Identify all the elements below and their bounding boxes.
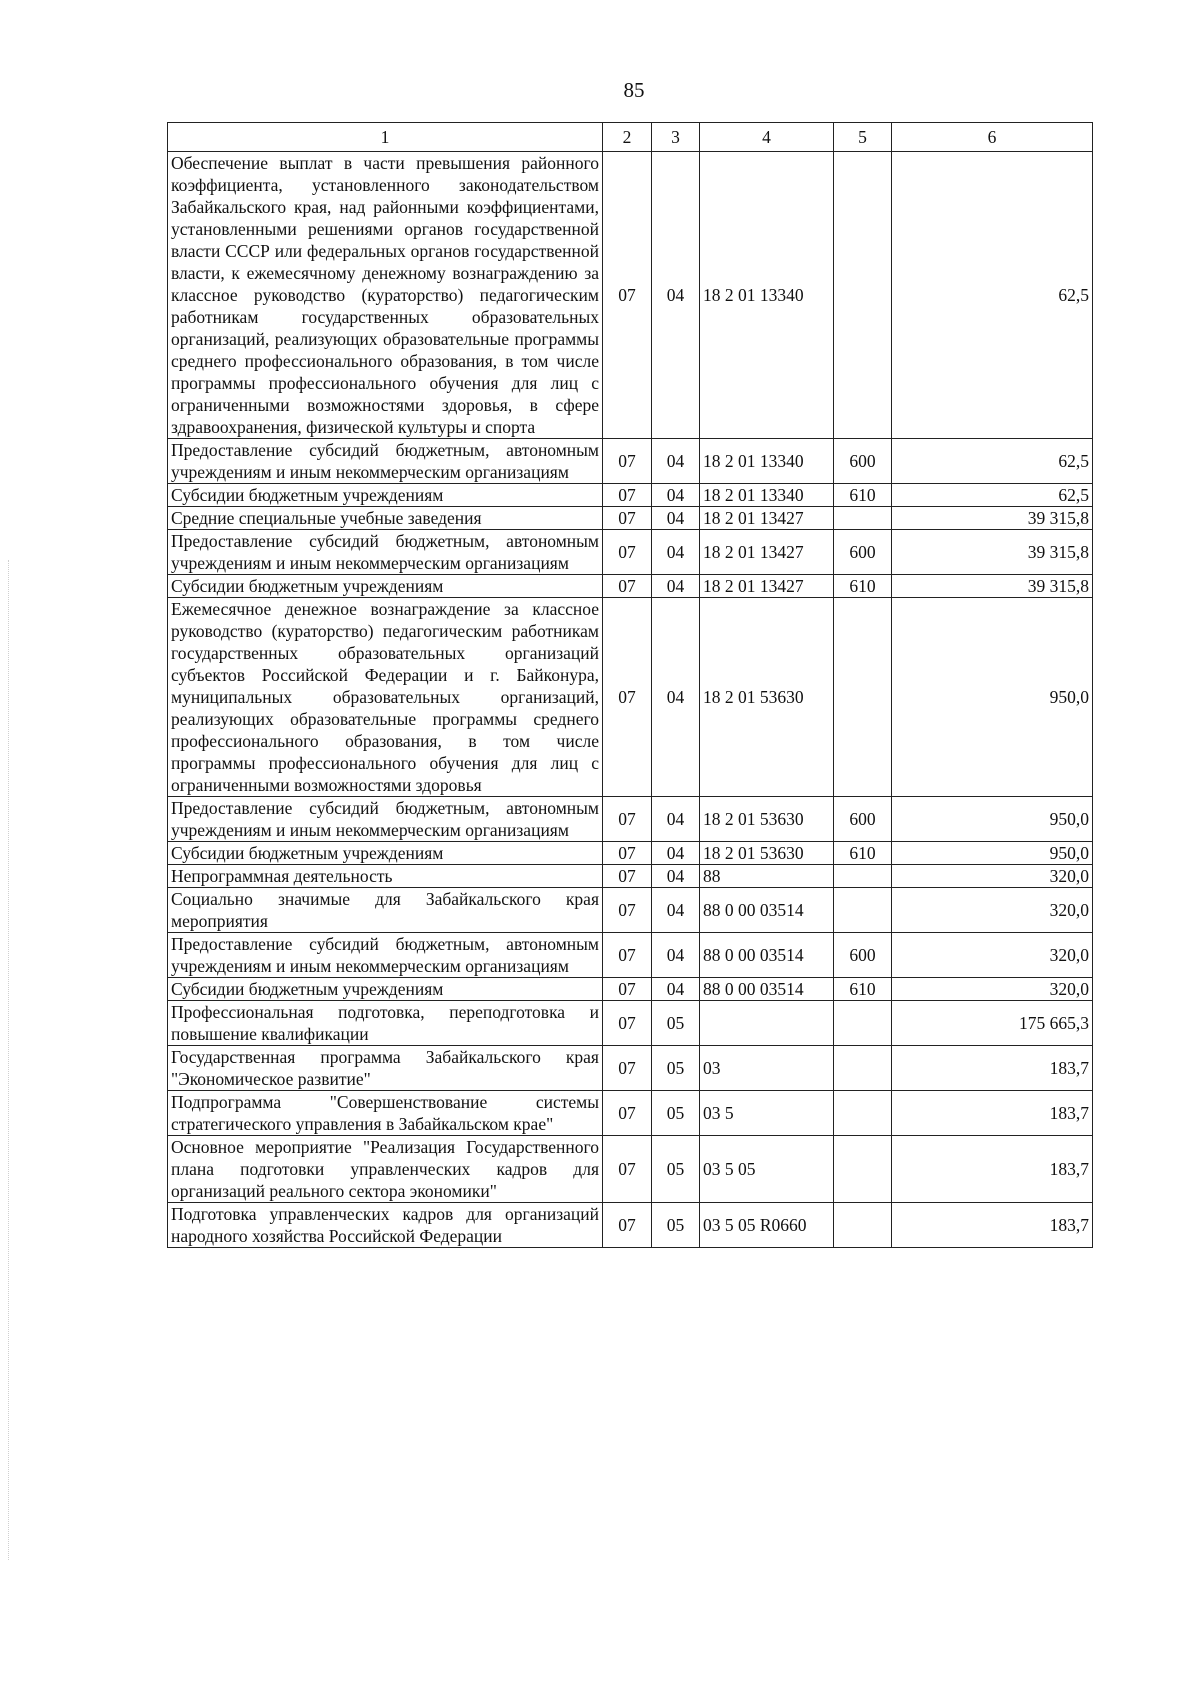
cell-subsection: 04 xyxy=(652,598,700,797)
table-row xyxy=(168,439,1093,484)
page-number: 85 xyxy=(623,78,645,102)
table-row xyxy=(168,1136,1093,1203)
cell-amount: 320,0 xyxy=(892,933,1093,978)
cell-target-article: 03 5 05 xyxy=(700,1136,834,1203)
cell-target-article: 88 0 00 03514 xyxy=(700,933,834,978)
table-row xyxy=(168,1091,1093,1136)
cell-section: 07 xyxy=(603,1136,652,1203)
cell-section: 07 xyxy=(603,439,652,484)
table-row xyxy=(168,152,1093,439)
cell-target-article: 18 2 01 13340 xyxy=(700,152,834,439)
cell-section: 07 xyxy=(603,978,652,1001)
cell-amount: 62,5 xyxy=(892,484,1093,507)
cell-section: 07 xyxy=(603,933,652,978)
cell-amount: 950,0 xyxy=(892,797,1093,842)
cell-amount: 62,5 xyxy=(892,152,1093,439)
cell-expense-type: 600 xyxy=(834,797,892,842)
cell-amount: 183,7 xyxy=(892,1136,1093,1203)
cell-amount: 62,5 xyxy=(892,439,1093,484)
cell-expense-type xyxy=(834,1046,892,1091)
cell-subsection: 05 xyxy=(652,1203,700,1248)
cell-name: Государственная программа Забайкальского края "Экономическое развитие" xyxy=(168,1046,603,1091)
cell-target-article: 18 2 01 13427 xyxy=(700,507,834,530)
header-col-3: 3 xyxy=(652,123,700,152)
cell-name: Субсидии бюджетным учреждениям xyxy=(168,842,603,865)
cell-name: Непрограммная деятельность xyxy=(168,865,603,888)
cell-amount: 950,0 xyxy=(892,598,1093,797)
cell-amount: 320,0 xyxy=(892,888,1093,933)
cell-subsection: 04 xyxy=(652,484,700,507)
cell-target-article: 18 2 01 53630 xyxy=(700,842,834,865)
cell-section: 07 xyxy=(603,1001,652,1046)
table-row xyxy=(168,842,1093,865)
cell-subsection: 04 xyxy=(652,507,700,530)
cell-amount: 950,0 xyxy=(892,842,1093,865)
cell-subsection: 04 xyxy=(652,888,700,933)
cell-amount: 39 315,8 xyxy=(892,507,1093,530)
cell-target-article: 88 0 00 03514 xyxy=(700,888,834,933)
cell-name: Предоставление субсидий бюджетным, автономным учреждениям и иным некоммерческим организациям xyxy=(168,530,603,575)
table-row xyxy=(168,484,1093,507)
cell-amount: 39 315,8 xyxy=(892,530,1093,575)
cell-expense-type: 610 xyxy=(834,842,892,865)
cell-expense-type: 610 xyxy=(834,978,892,1001)
cell-section: 07 xyxy=(603,797,652,842)
cell-name: Субсидии бюджетным учреждениям xyxy=(168,978,603,1001)
cell-section: 07 xyxy=(603,152,652,439)
scan-edge-line xyxy=(8,560,10,1560)
cell-expense-type xyxy=(834,507,892,530)
cell-section: 07 xyxy=(603,888,652,933)
header-col-2: 2 xyxy=(603,123,652,152)
cell-target-article: 18 2 01 13427 xyxy=(700,575,834,598)
cell-section: 07 xyxy=(603,484,652,507)
cell-expense-type xyxy=(834,598,892,797)
cell-amount: 183,7 xyxy=(892,1046,1093,1091)
cell-amount: 175 665,3 xyxy=(892,1001,1093,1046)
cell-subsection: 04 xyxy=(652,978,700,1001)
table-row xyxy=(168,575,1093,598)
cell-expense-type xyxy=(834,888,892,933)
cell-section: 07 xyxy=(603,1091,652,1136)
cell-subsection: 05 xyxy=(652,1136,700,1203)
cell-subsection: 04 xyxy=(652,439,700,484)
cell-subsection: 05 xyxy=(652,1091,700,1136)
cell-target-article: 18 2 01 13340 xyxy=(700,484,834,507)
cell-expense-type xyxy=(834,1001,892,1046)
budget-table xyxy=(167,122,1093,1248)
cell-expense-type xyxy=(834,152,892,439)
cell-target-article: 88 0 00 03514 xyxy=(700,978,834,1001)
cell-section: 07 xyxy=(603,530,652,575)
table-row xyxy=(168,797,1093,842)
table-row xyxy=(168,978,1093,1001)
cell-name: Средние специальные учебные заведения xyxy=(168,507,603,530)
table-body xyxy=(168,152,1093,1248)
cell-name: Предоставление субсидий бюджетным, автономным учреждениям и иным некоммерческим организациям xyxy=(168,797,603,842)
table-row xyxy=(168,598,1093,797)
cell-expense-type xyxy=(834,865,892,888)
cell-target-article: 18 2 01 13427 xyxy=(700,530,834,575)
cell-name: Подготовка управленческих кадров для организаций народного хозяйства Российской Федерации xyxy=(168,1203,603,1248)
cell-subsection: 04 xyxy=(652,797,700,842)
cell-name: Предоставление субсидий бюджетным, автономным учреждениям и иным некоммерческим организациям xyxy=(168,439,603,484)
cell-section: 07 xyxy=(603,865,652,888)
cell-expense-type xyxy=(834,1091,892,1136)
cell-target-article: 18 2 01 13340 xyxy=(700,439,834,484)
cell-subsection: 05 xyxy=(652,1001,700,1046)
cell-amount: 39 315,8 xyxy=(892,575,1093,598)
table-row xyxy=(168,888,1093,933)
table-header-row xyxy=(168,123,1093,152)
cell-name: Профессиональная подготовка, переподготовка и повышение квалификации xyxy=(168,1001,603,1046)
cell-amount: 183,7 xyxy=(892,1091,1093,1136)
cell-name: Субсидии бюджетным учреждениям xyxy=(168,575,603,598)
cell-amount: 320,0 xyxy=(892,865,1093,888)
cell-target-article: 18 2 01 53630 xyxy=(700,797,834,842)
cell-subsection: 04 xyxy=(652,933,700,978)
cell-name: Обеспечение выплат в части превышения районного коэффициента, установленного законодательством Забайкальского края, над районными коэффициентами, установленными решениями органов государственной власти СССР или федеральных органов государственной власти, к ежемесячному денежному вознаграждению за классное руководство (кураторство) педагогическим работникам государственных образовательных организаций, реализующих образовательные программы среднего профессионального образования, в том числе программы профессионального обучения для лиц с ограниченными возможностями здоровья, в сфере здравоохранения, физической культуры и спорта xyxy=(168,152,603,439)
cell-name: Социально значимые для Забайкальского края мероприятия xyxy=(168,888,603,933)
table-row xyxy=(168,507,1093,530)
table-row xyxy=(168,1001,1093,1046)
header-col-1: 1 xyxy=(168,123,603,152)
cell-name: Подпрограмма "Совершенствование системы стратегического управления в Забайкальском крае" xyxy=(168,1091,603,1136)
cell-section: 07 xyxy=(603,507,652,530)
cell-subsection: 04 xyxy=(652,530,700,575)
header-col-6: 6 xyxy=(892,123,1093,152)
cell-expense-type xyxy=(834,1136,892,1203)
cell-target-article: 03 5 05 R0660 xyxy=(700,1203,834,1248)
cell-expense-type: 610 xyxy=(834,484,892,507)
cell-subsection: 04 xyxy=(652,152,700,439)
cell-expense-type: 600 xyxy=(834,439,892,484)
cell-target-article: 03 5 xyxy=(700,1091,834,1136)
cell-subsection: 05 xyxy=(652,1046,700,1091)
cell-expense-type xyxy=(834,1203,892,1248)
cell-target-article: 18 2 01 53630 xyxy=(700,598,834,797)
table-row xyxy=(168,1046,1093,1091)
cell-name: Субсидии бюджетным учреждениям xyxy=(168,484,603,507)
cell-amount: 320,0 xyxy=(892,978,1093,1001)
cell-section: 07 xyxy=(603,575,652,598)
header-col-4: 4 xyxy=(700,123,834,152)
cell-subsection: 04 xyxy=(652,865,700,888)
cell-name: Ежемесячное денежное вознаграждение за классное руководство (кураторство) педагогическим работникам государственных образовательных организаций субъектов Российской Федерации и г. Байконура, муниципальных образовательных организаций, реализующих образовательные программы среднего профессионального образования, в том числе программы профессионального обучения для лиц с ограниченными возможностями здоровья xyxy=(168,598,603,797)
cell-subsection: 04 xyxy=(652,575,700,598)
cell-target-article xyxy=(700,1001,834,1046)
cell-section: 07 xyxy=(603,598,652,797)
cell-expense-type: 610 xyxy=(834,575,892,598)
table-row xyxy=(168,1203,1093,1248)
cell-name: Предоставление субсидий бюджетным, автономным учреждениям и иным некоммерческим организациям xyxy=(168,933,603,978)
table-row xyxy=(168,933,1093,978)
cell-name: Основное мероприятие "Реализация Государственного плана подготовки управленческих кадров для организаций реального сектора экономики" xyxy=(168,1136,603,1203)
table-row xyxy=(168,865,1093,888)
cell-target-article: 88 xyxy=(700,865,834,888)
cell-section: 07 xyxy=(603,1046,652,1091)
header-col-5: 5 xyxy=(834,123,892,152)
cell-target-article: 03 xyxy=(700,1046,834,1091)
cell-section: 07 xyxy=(603,1203,652,1248)
cell-subsection: 04 xyxy=(652,842,700,865)
cell-expense-type: 600 xyxy=(834,933,892,978)
table-row xyxy=(168,530,1093,575)
cell-expense-type: 600 xyxy=(834,530,892,575)
cell-amount: 183,7 xyxy=(892,1203,1093,1248)
cell-section: 07 xyxy=(603,842,652,865)
